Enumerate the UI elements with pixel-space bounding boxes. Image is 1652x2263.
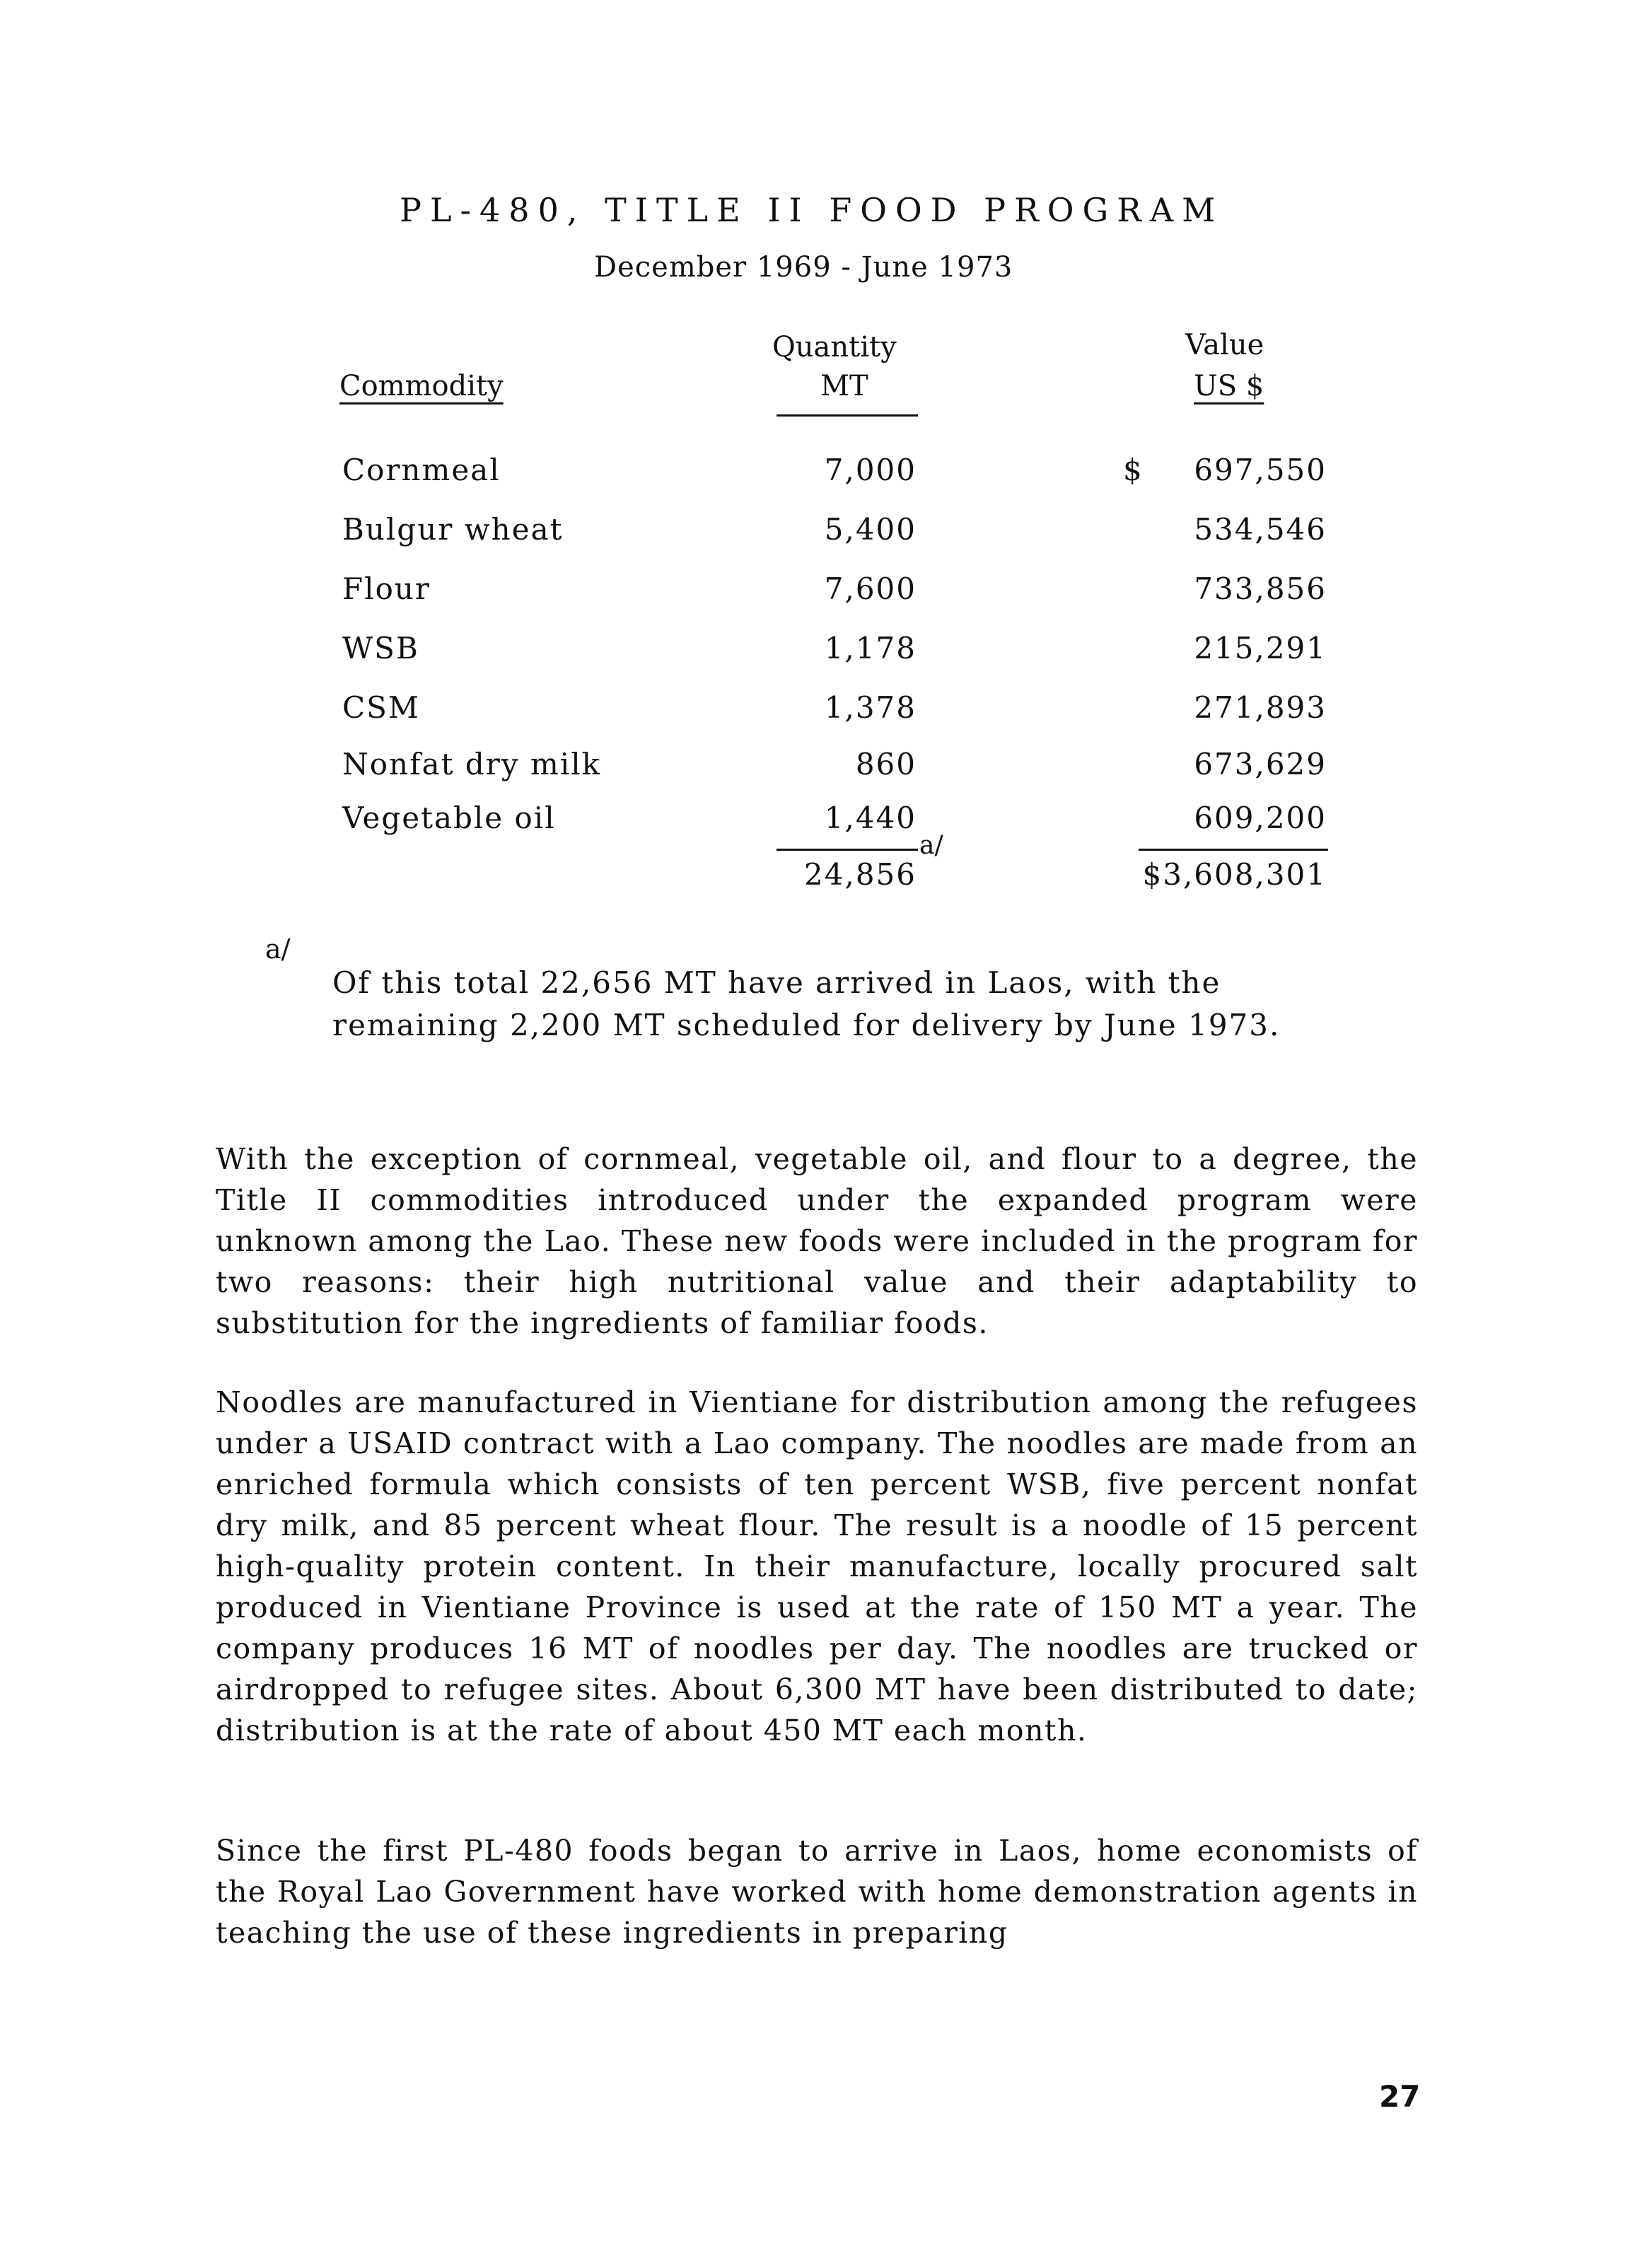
value-cell: 534,546 <box>1194 512 1327 547</box>
quantity-total-rule <box>776 849 918 851</box>
value-cell: 271,893 <box>1194 690 1327 725</box>
date-range-subtitle: December 1969 - June 1973 <box>594 251 1013 284</box>
page-title: PL-480, TITLE II FOOD PROGRAM <box>400 191 1224 229</box>
quantity-cell: 1,440 <box>824 801 917 835</box>
quantity-cell: 7,600 <box>824 571 917 606</box>
body-paragraph: Since the first PL-480 foods began to arrive in Laos, home economists of the Royal Lao Government have worked with home demonstration agents in teaching the use of these ingredients in preparing <box>216 1834 1418 1950</box>
value-column-header: Value <box>1185 329 1264 361</box>
page-number: 27 <box>1379 2079 1421 2114</box>
quantity-cell: 860 <box>855 747 917 781</box>
quantity-cell: 1,378 <box>824 690 917 725</box>
table-row <box>0 690 1652 733</box>
quantity-cell: 7,000 <box>824 453 917 487</box>
footnote-mark: a/ <box>265 933 291 965</box>
table-row <box>0 631 1652 673</box>
value-cell: 609,200 <box>1194 801 1327 835</box>
value-cell: 673,629 <box>1194 747 1327 781</box>
value-cell: 733,856 <box>1194 571 1327 606</box>
commodity-cell: Flour <box>342 571 431 606</box>
commodity-cell: WSB <box>342 631 419 665</box>
currency-symbol: $ <box>1123 453 1144 487</box>
commodity-cell: Bulgur wheat <box>342 512 564 547</box>
totals-row <box>0 857 1652 900</box>
quantity-cell: 5,400 <box>824 512 917 547</box>
body-paragraph: With the exception of cornmeal, vegetable oil, and flour to a degree, the Title II commodities introduced under the expanded program were unknown among the Lao. These new foods were included in the program for two reasons: their high nutritional value and their adaptability to substitution for the ingredients of familiar foods. <box>216 1142 1418 1340</box>
value-unit-header: US $ <box>1194 370 1264 402</box>
value-cell: 215,291 <box>1194 631 1327 665</box>
quantity-cell: 1,178 <box>824 631 917 665</box>
table-row <box>0 801 1652 843</box>
commodity-cell: Nonfat dry milk <box>342 747 602 781</box>
commodity-cell: CSM <box>342 690 420 725</box>
commodity-cell: Cornmeal <box>342 453 501 487</box>
value-cell: 697,550 <box>1194 453 1327 487</box>
total-quantity: 24,856 <box>804 857 917 892</box>
table-row <box>0 571 1652 614</box>
quantity-unit-header: MT <box>820 370 868 402</box>
quantity-header-rule <box>776 414 918 417</box>
table-row <box>0 747 1652 789</box>
table-row <box>0 512 1652 554</box>
total-footnote-mark: a/ <box>919 831 943 860</box>
value-total-rule <box>1139 849 1328 851</box>
footnote-text: Of this total 22,656 MT have arrived in Laos, with the remaining 2,200 MT scheduled for delivery by June 1973. <box>332 965 1281 1042</box>
total-value: $3,608,301 <box>1142 857 1327 892</box>
commodity-column-header: Commodity <box>339 370 504 402</box>
quantity-column-header: Quantity <box>772 331 897 363</box>
commodity-cell: Vegetable oil <box>342 801 556 835</box>
table-row <box>0 453 1652 495</box>
body-paragraph: Noodles are manufactured in Vientiane for distribution among the refugees under a USAID contract with a Lao company. The noodles are made from an enriched formula which consists of ten percent WSB, five percent nonfat dry milk, and 85 percent wheat flour. The result is a noodle of 15 percent high-quality protein content. In their manufacture, locally procured salt produced in Vientiane Province is used at the rate of 150 MT a year. The company produces 16 MT of noodles per day. The noodles are trucked or airdropped to refugee sites. About 6,300 MT have been distributed to date; distribution is at the rate of about 450 MT each month. <box>216 1385 1418 1747</box>
